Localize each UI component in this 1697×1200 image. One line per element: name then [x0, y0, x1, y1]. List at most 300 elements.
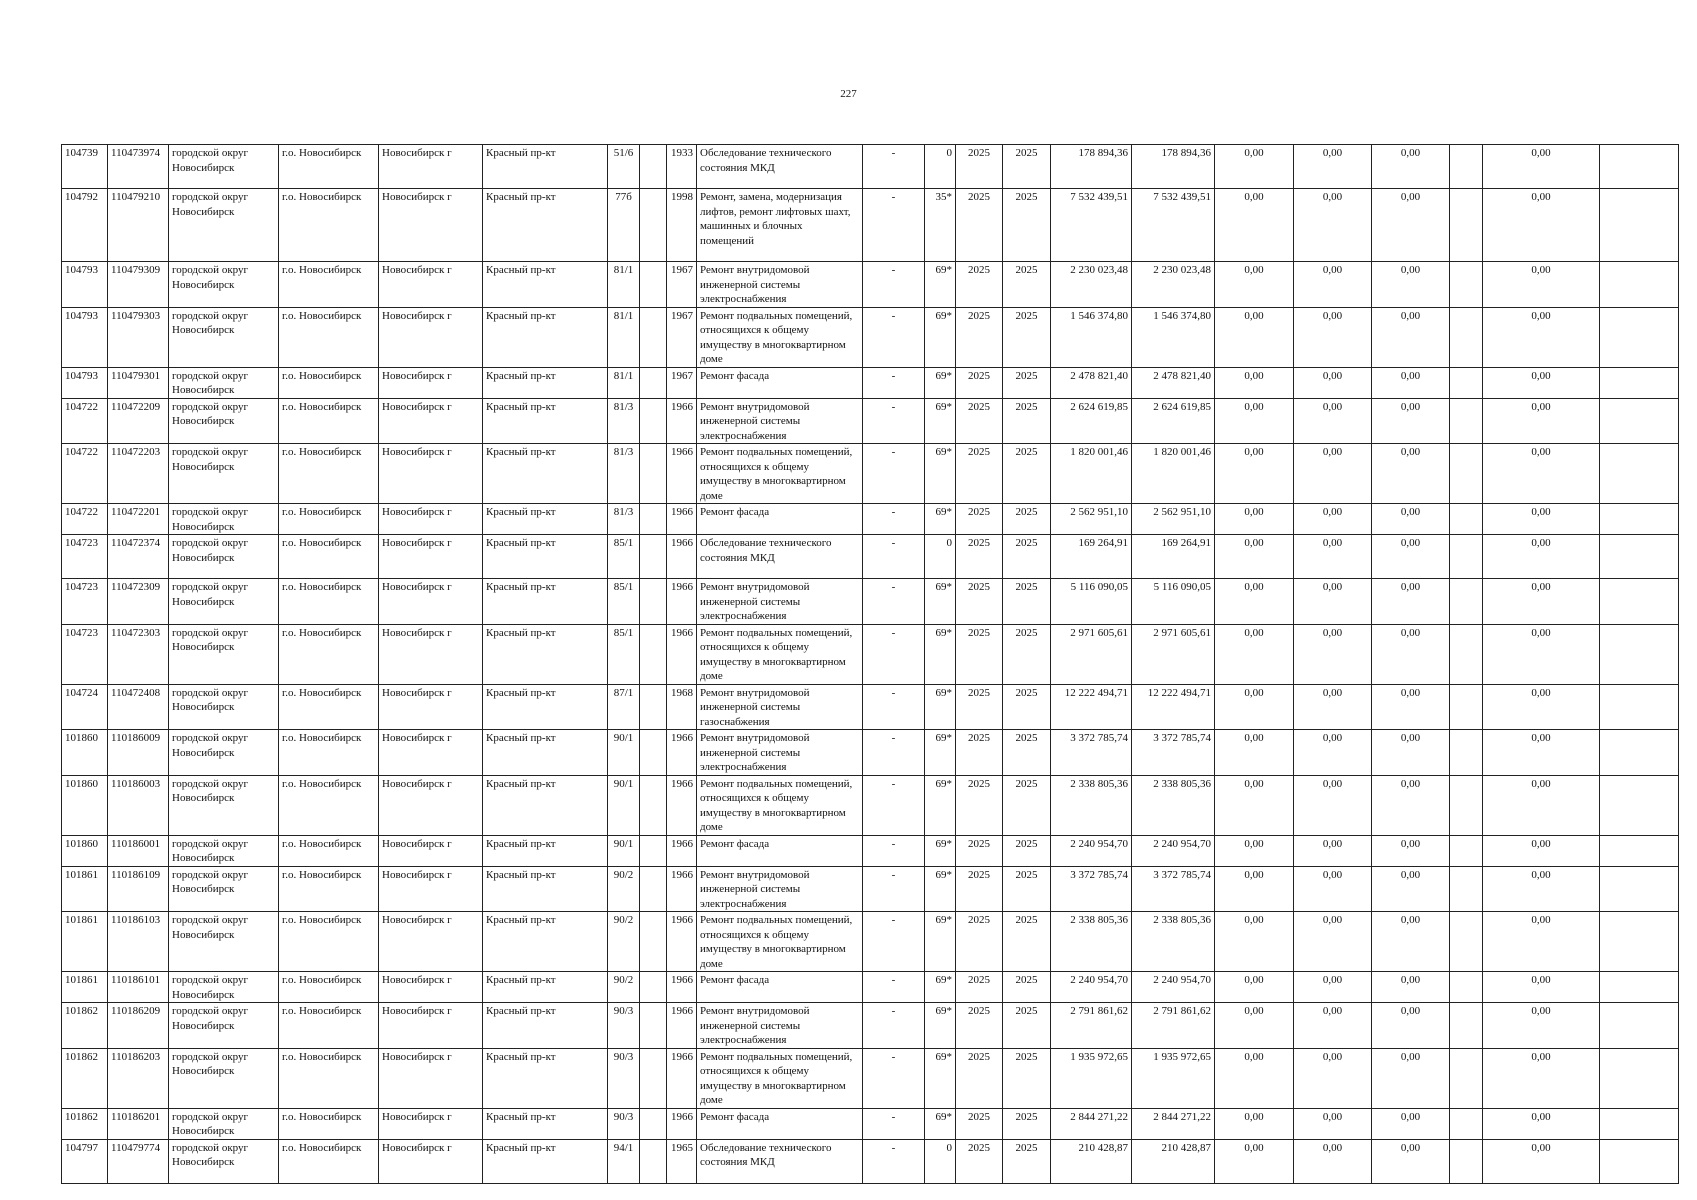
row-id-cell: 104722: [62, 444, 108, 504]
work-type-cell: Ремонт внутридомовой инженерной системы электроснабжения: [697, 730, 863, 776]
fund-cost-cell: 2 240 954,70: [1132, 835, 1215, 866]
house-number-cell: 90/3: [608, 1048, 640, 1108]
street-cell: Красный пр-кт: [483, 775, 608, 835]
build-year-cell: 1966: [667, 398, 697, 444]
end-year-cell: 2025: [1003, 972, 1051, 1003]
total-cost-cell: 2 240 954,70: [1051, 835, 1132, 866]
build-year-cell: 1966: [667, 835, 697, 866]
municipality-cell: городской округ Новосибирск: [169, 444, 279, 504]
house-number-cell: 87/1: [608, 684, 640, 730]
table-row: [62, 145, 1679, 189]
amount-cell-3: 0,00: [1372, 1003, 1450, 1049]
table-row: [62, 835, 1679, 866]
city-cell: Новосибирск г: [379, 189, 483, 262]
page-number: 227: [840, 88, 857, 100]
row-id-cell: 104793: [62, 307, 108, 367]
amount-cell-2: 0,00: [1294, 624, 1372, 684]
work-type-cell: Ремонт подвальных помещений, относящихся к общему имуществу в многоквартирном доме: [697, 775, 863, 835]
municipality-cell: городской округ Новосибирск: [169, 1003, 279, 1049]
district-cell: г.о. Новосибирск: [279, 684, 379, 730]
dash-cell: -: [863, 775, 925, 835]
amount-cell-3: 0,00: [1372, 912, 1450, 972]
fund-cost-cell: 2 478 821,40: [1132, 367, 1215, 398]
municipality-cell: городской округ Новосибирск: [169, 835, 279, 866]
house-number-cell: 81/3: [608, 444, 640, 504]
extra-cell: [640, 504, 667, 535]
district-cell: г.о. Новосибирск: [279, 579, 379, 625]
total-cost-cell: 2 562 951,10: [1051, 504, 1132, 535]
street-cell: Красный пр-кт: [483, 535, 608, 579]
municipality-cell: городской округ Новосибирск: [169, 912, 279, 972]
total-cost-cell: 2 338 805,36: [1051, 912, 1132, 972]
fund-cost-cell: 3 372 785,74: [1132, 866, 1215, 912]
work-code-cell: 110473974: [108, 145, 169, 189]
city-cell: Новосибирск г: [379, 912, 483, 972]
amount-cell-1: 0,00: [1215, 624, 1294, 684]
build-year-cell: 1966: [667, 535, 697, 579]
street-cell: Красный пр-кт: [483, 579, 608, 625]
dash-cell: -: [863, 730, 925, 776]
municipality-cell: городской округ Новосибирск: [169, 1048, 279, 1108]
amount-cell-5: 0,00: [1483, 367, 1600, 398]
amount-cell-2: 0,00: [1294, 307, 1372, 367]
work-code-cell: 110472309: [108, 579, 169, 625]
build-year-cell: 1967: [667, 262, 697, 308]
fund-cost-cell: 2 338 805,36: [1132, 912, 1215, 972]
amount-cell-3: 0,00: [1372, 775, 1450, 835]
extra-cell: [640, 730, 667, 776]
extra-cell: [640, 866, 667, 912]
dash-cell: -: [863, 398, 925, 444]
house-number-cell: 90/1: [608, 775, 640, 835]
amount-cell-1: 0,00: [1215, 262, 1294, 308]
district-cell: г.о. Новосибирск: [279, 624, 379, 684]
district-cell: г.о. Новосибирск: [279, 1048, 379, 1108]
start-year-cell: 2025: [956, 307, 1003, 367]
table-row: [62, 1003, 1679, 1049]
district-cell: г.о. Новосибирск: [279, 1108, 379, 1139]
house-number-cell: 94/1: [608, 1139, 640, 1183]
build-year-cell: 1966: [667, 579, 697, 625]
amount-cell-5: 0,00: [1483, 866, 1600, 912]
amount-cell-6: [1600, 912, 1679, 972]
amount-cell-5: 0,00: [1483, 624, 1600, 684]
amount-cell-6: [1600, 398, 1679, 444]
row-id-cell: 101860: [62, 730, 108, 776]
dash-cell: -: [863, 579, 925, 625]
work-code-cell: 110472209: [108, 398, 169, 444]
amount-cell-6: [1600, 835, 1679, 866]
percent-cell: 69*: [925, 912, 956, 972]
work-type-cell: Ремонт подвальных помещений, относящихся к общему имуществу в многоквартирном доме: [697, 624, 863, 684]
house-number-cell: 81/1: [608, 307, 640, 367]
municipality-cell: городской округ Новосибирск: [169, 367, 279, 398]
end-year-cell: 2025: [1003, 444, 1051, 504]
row-id-cell: 104723: [62, 579, 108, 625]
amount-cell-3: 0,00: [1372, 866, 1450, 912]
amount-cell-2: 0,00: [1294, 444, 1372, 504]
amount-cell-5: 0,00: [1483, 189, 1600, 262]
amount-cell-2: 0,00: [1294, 1048, 1372, 1108]
amount-cell-4: [1450, 504, 1483, 535]
table-row: [62, 189, 1679, 262]
house-number-cell: 81/1: [608, 262, 640, 308]
amount-cell-4: [1450, 624, 1483, 684]
district-cell: г.о. Новосибирск: [279, 1003, 379, 1049]
amount-cell-1: 0,00: [1215, 367, 1294, 398]
end-year-cell: 2025: [1003, 504, 1051, 535]
extra-cell: [640, 535, 667, 579]
end-year-cell: 2025: [1003, 684, 1051, 730]
start-year-cell: 2025: [956, 1048, 1003, 1108]
end-year-cell: 2025: [1003, 398, 1051, 444]
fund-cost-cell: 3 372 785,74: [1132, 730, 1215, 776]
amount-cell-5: 0,00: [1483, 972, 1600, 1003]
dash-cell: -: [863, 367, 925, 398]
dash-cell: -: [863, 835, 925, 866]
city-cell: Новосибирск г: [379, 307, 483, 367]
municipality-cell: городской округ Новосибирск: [169, 535, 279, 579]
start-year-cell: 2025: [956, 398, 1003, 444]
street-cell: Красный пр-кт: [483, 684, 608, 730]
work-type-cell: Ремонт фасада: [697, 835, 863, 866]
dash-cell: -: [863, 189, 925, 262]
municipality-cell: городской округ Новосибирск: [169, 262, 279, 308]
district-cell: г.о. Новосибирск: [279, 262, 379, 308]
amount-cell-4: [1450, 262, 1483, 308]
row-id-cell: 104739: [62, 145, 108, 189]
dash-cell: -: [863, 866, 925, 912]
start-year-cell: 2025: [956, 579, 1003, 625]
city-cell: Новосибирск г: [379, 1003, 483, 1049]
percent-cell: 69*: [925, 504, 956, 535]
amount-cell-2: 0,00: [1294, 367, 1372, 398]
extra-cell: [640, 145, 667, 189]
work-type-cell: Обследование технического состояния МКД: [697, 145, 863, 189]
percent-cell: 69*: [925, 775, 956, 835]
street-cell: Красный пр-кт: [483, 189, 608, 262]
municipality-cell: городской округ Новосибирск: [169, 624, 279, 684]
work-code-cell: 110186101: [108, 972, 169, 1003]
dash-cell: -: [863, 504, 925, 535]
percent-cell: 0: [925, 1139, 956, 1183]
table-row: [62, 972, 1679, 1003]
work-code-cell: 110186009: [108, 730, 169, 776]
work-code-cell: 110186209: [108, 1003, 169, 1049]
district-cell: г.о. Новосибирск: [279, 189, 379, 262]
amount-cell-4: [1450, 684, 1483, 730]
city-cell: Новосибирск г: [379, 624, 483, 684]
amount-cell-1: 0,00: [1215, 444, 1294, 504]
dash-cell: -: [863, 262, 925, 308]
municipality-cell: городской округ Новосибирск: [169, 866, 279, 912]
street-cell: Красный пр-кт: [483, 1048, 608, 1108]
house-number-cell: 81/1: [608, 367, 640, 398]
work-code-cell: 110479309: [108, 262, 169, 308]
percent-cell: 35*: [925, 189, 956, 262]
build-year-cell: 1933: [667, 145, 697, 189]
amount-cell-2: 0,00: [1294, 398, 1372, 444]
amount-cell-6: [1600, 535, 1679, 579]
end-year-cell: 2025: [1003, 1139, 1051, 1183]
total-cost-cell: 7 532 439,51: [1051, 189, 1132, 262]
row-id-cell: 104793: [62, 367, 108, 398]
amount-cell-3: 0,00: [1372, 145, 1450, 189]
build-year-cell: 1966: [667, 444, 697, 504]
amount-cell-5: 0,00: [1483, 444, 1600, 504]
start-year-cell: 2025: [956, 1139, 1003, 1183]
percent-cell: 69*: [925, 730, 956, 776]
table-row: [62, 262, 1679, 308]
amount-cell-1: 0,00: [1215, 972, 1294, 1003]
build-year-cell: 1966: [667, 972, 697, 1003]
amount-cell-1: 0,00: [1215, 684, 1294, 730]
amount-cell-3: 0,00: [1372, 1048, 1450, 1108]
row-id-cell: 101861: [62, 972, 108, 1003]
amount-cell-6: [1600, 1139, 1679, 1183]
total-cost-cell: 3 372 785,74: [1051, 866, 1132, 912]
percent-cell: 69*: [925, 866, 956, 912]
street-cell: Красный пр-кт: [483, 398, 608, 444]
district-cell: г.о. Новосибирск: [279, 535, 379, 579]
fund-cost-cell: 12 222 494,71: [1132, 684, 1215, 730]
street-cell: Красный пр-кт: [483, 307, 608, 367]
amount-cell-3: 0,00: [1372, 730, 1450, 776]
work-type-cell: Обследование технического состояния МКД: [697, 535, 863, 579]
amount-cell-4: [1450, 307, 1483, 367]
municipality-cell: городской округ Новосибирск: [169, 398, 279, 444]
amount-cell-2: 0,00: [1294, 579, 1372, 625]
work-code-cell: 110186003: [108, 775, 169, 835]
start-year-cell: 2025: [956, 866, 1003, 912]
amount-cell-6: [1600, 972, 1679, 1003]
amount-cell-5: 0,00: [1483, 912, 1600, 972]
amount-cell-2: 0,00: [1294, 1003, 1372, 1049]
build-year-cell: 1966: [667, 1003, 697, 1049]
amount-cell-1: 0,00: [1215, 189, 1294, 262]
amount-cell-3: 0,00: [1372, 835, 1450, 866]
percent-cell: 69*: [925, 972, 956, 1003]
total-cost-cell: 3 372 785,74: [1051, 730, 1132, 776]
street-cell: Красный пр-кт: [483, 835, 608, 866]
amount-cell-1: 0,00: [1215, 835, 1294, 866]
city-cell: Новосибирск г: [379, 1139, 483, 1183]
street-cell: Красный пр-кт: [483, 1139, 608, 1183]
amount-cell-4: [1450, 1048, 1483, 1108]
table-row: [62, 1139, 1679, 1183]
extra-cell: [640, 398, 667, 444]
municipality-cell: городской округ Новосибирск: [169, 684, 279, 730]
house-number-cell: 90/1: [608, 730, 640, 776]
row-id-cell: 101861: [62, 866, 108, 912]
percent-cell: 69*: [925, 1003, 956, 1049]
fund-cost-cell: 2 240 954,70: [1132, 972, 1215, 1003]
total-cost-cell: 12 222 494,71: [1051, 684, 1132, 730]
table-row: [62, 398, 1679, 444]
amount-cell-6: [1600, 262, 1679, 308]
percent-cell: 69*: [925, 307, 956, 367]
fund-cost-cell: 2 230 023,48: [1132, 262, 1215, 308]
start-year-cell: 2025: [956, 835, 1003, 866]
district-cell: г.о. Новосибирск: [279, 145, 379, 189]
amount-cell-4: [1450, 145, 1483, 189]
table-row: [62, 912, 1679, 972]
house-number-cell: 85/1: [608, 624, 640, 684]
start-year-cell: 2025: [956, 684, 1003, 730]
percent-cell: 69*: [925, 579, 956, 625]
extra-cell: [640, 444, 667, 504]
street-cell: Красный пр-кт: [483, 262, 608, 308]
municipality-cell: городской округ Новосибирск: [169, 145, 279, 189]
table-row: [62, 444, 1679, 504]
dash-cell: -: [863, 1108, 925, 1139]
build-year-cell: 1968: [667, 684, 697, 730]
amount-cell-5: 0,00: [1483, 145, 1600, 189]
build-year-cell: 1966: [667, 504, 697, 535]
house-number-cell: 90/2: [608, 972, 640, 1003]
amount-cell-1: 0,00: [1215, 504, 1294, 535]
start-year-cell: 2025: [956, 145, 1003, 189]
amount-cell-2: 0,00: [1294, 262, 1372, 308]
work-type-cell: Ремонт подвальных помещений, относящихся к общему имуществу в многоквартирном доме: [697, 307, 863, 367]
end-year-cell: 2025: [1003, 1048, 1051, 1108]
work-code-cell: 110479303: [108, 307, 169, 367]
district-cell: г.о. Новосибирск: [279, 504, 379, 535]
fund-cost-cell: 1 820 001,46: [1132, 444, 1215, 504]
dash-cell: -: [863, 1048, 925, 1108]
amount-cell-2: 0,00: [1294, 504, 1372, 535]
amount-cell-4: [1450, 775, 1483, 835]
end-year-cell: 2025: [1003, 866, 1051, 912]
start-year-cell: 2025: [956, 1003, 1003, 1049]
house-number-cell: 85/1: [608, 535, 640, 579]
amount-cell-5: 0,00: [1483, 1139, 1600, 1183]
district-cell: г.о. Новосибирск: [279, 307, 379, 367]
amount-cell-6: [1600, 367, 1679, 398]
city-cell: Новосибирск г: [379, 730, 483, 776]
extra-cell: [640, 775, 667, 835]
amount-cell-4: [1450, 367, 1483, 398]
total-cost-cell: 5 116 090,05: [1051, 579, 1132, 625]
district-cell: г.о. Новосибирск: [279, 398, 379, 444]
street-cell: Красный пр-кт: [483, 145, 608, 189]
amount-cell-4: [1450, 1139, 1483, 1183]
build-year-cell: 1998: [667, 189, 697, 262]
row-id-cell: 101862: [62, 1108, 108, 1139]
end-year-cell: 2025: [1003, 262, 1051, 308]
start-year-cell: 2025: [956, 775, 1003, 835]
city-cell: Новосибирск г: [379, 775, 483, 835]
percent-cell: 69*: [925, 835, 956, 866]
table-row: [62, 579, 1679, 625]
amount-cell-5: 0,00: [1483, 504, 1600, 535]
row-id-cell: 101860: [62, 835, 108, 866]
amount-cell-4: [1450, 579, 1483, 625]
amount-cell-1: 0,00: [1215, 145, 1294, 189]
amount-cell-2: 0,00: [1294, 775, 1372, 835]
end-year-cell: 2025: [1003, 189, 1051, 262]
municipality-cell: городской округ Новосибирск: [169, 579, 279, 625]
house-number-cell: 51/6: [608, 145, 640, 189]
percent-cell: 69*: [925, 262, 956, 308]
table-row: [62, 684, 1679, 730]
amount-cell-2: 0,00: [1294, 1139, 1372, 1183]
city-cell: Новосибирск г: [379, 1108, 483, 1139]
amount-cell-5: 0,00: [1483, 535, 1600, 579]
row-id-cell: 104723: [62, 535, 108, 579]
extra-cell: [640, 579, 667, 625]
work-code-cell: 110479301: [108, 367, 169, 398]
amount-cell-3: 0,00: [1372, 684, 1450, 730]
work-type-cell: Ремонт фасада: [697, 367, 863, 398]
table-row: [62, 730, 1679, 776]
municipality-cell: городской округ Новосибирск: [169, 775, 279, 835]
extra-cell: [640, 307, 667, 367]
amount-cell-6: [1600, 189, 1679, 262]
district-cell: г.о. Новосибирск: [279, 972, 379, 1003]
house-number-cell: 81/3: [608, 398, 640, 444]
row-id-cell: 101862: [62, 1003, 108, 1049]
amount-cell-4: [1450, 866, 1483, 912]
amount-cell-1: 0,00: [1215, 1003, 1294, 1049]
amount-cell-6: [1600, 624, 1679, 684]
amount-cell-4: [1450, 444, 1483, 504]
street-cell: Красный пр-кт: [483, 1108, 608, 1139]
end-year-cell: 2025: [1003, 835, 1051, 866]
house-number-cell: 90/3: [608, 1003, 640, 1049]
start-year-cell: 2025: [956, 444, 1003, 504]
amount-cell-4: [1450, 1003, 1483, 1049]
city-cell: Новосибирск г: [379, 866, 483, 912]
street-cell: Красный пр-кт: [483, 444, 608, 504]
amount-cell-2: 0,00: [1294, 145, 1372, 189]
amount-cell-6: [1600, 504, 1679, 535]
build-year-cell: 1966: [667, 866, 697, 912]
end-year-cell: 2025: [1003, 775, 1051, 835]
fund-cost-cell: 2 338 805,36: [1132, 775, 1215, 835]
fund-cost-cell: 2 791 861,62: [1132, 1003, 1215, 1049]
house-number-cell: 85/1: [608, 579, 640, 625]
row-id-cell: 104724: [62, 684, 108, 730]
extra-cell: [640, 1108, 667, 1139]
build-year-cell: 1967: [667, 367, 697, 398]
street-cell: Красный пр-кт: [483, 972, 608, 1003]
street-cell: Красный пр-кт: [483, 730, 608, 776]
extra-cell: [640, 1003, 667, 1049]
work-type-cell: Ремонт подвальных помещений, относящихся к общему имуществу в многоквартирном доме: [697, 912, 863, 972]
end-year-cell: 2025: [1003, 145, 1051, 189]
amount-cell-5: 0,00: [1483, 730, 1600, 776]
start-year-cell: 2025: [956, 1108, 1003, 1139]
total-cost-cell: 1 546 374,80: [1051, 307, 1132, 367]
amount-cell-2: 0,00: [1294, 1108, 1372, 1139]
amount-cell-4: [1450, 912, 1483, 972]
amount-cell-6: [1600, 1048, 1679, 1108]
dash-cell: -: [863, 145, 925, 189]
table-row: [62, 1108, 1679, 1139]
amount-cell-4: [1450, 535, 1483, 579]
end-year-cell: 2025: [1003, 1003, 1051, 1049]
amount-cell-3: 0,00: [1372, 624, 1450, 684]
end-year-cell: 2025: [1003, 579, 1051, 625]
build-year-cell: 1966: [667, 624, 697, 684]
work-type-cell: Ремонт внутридомовой инженерной системы электроснабжения: [697, 262, 863, 308]
city-cell: Новосибирск г: [379, 262, 483, 308]
row-id-cell: 104722: [62, 398, 108, 444]
house-number-cell: 81/3: [608, 504, 640, 535]
amount-cell-3: 0,00: [1372, 972, 1450, 1003]
total-cost-cell: 2 338 805,36: [1051, 775, 1132, 835]
